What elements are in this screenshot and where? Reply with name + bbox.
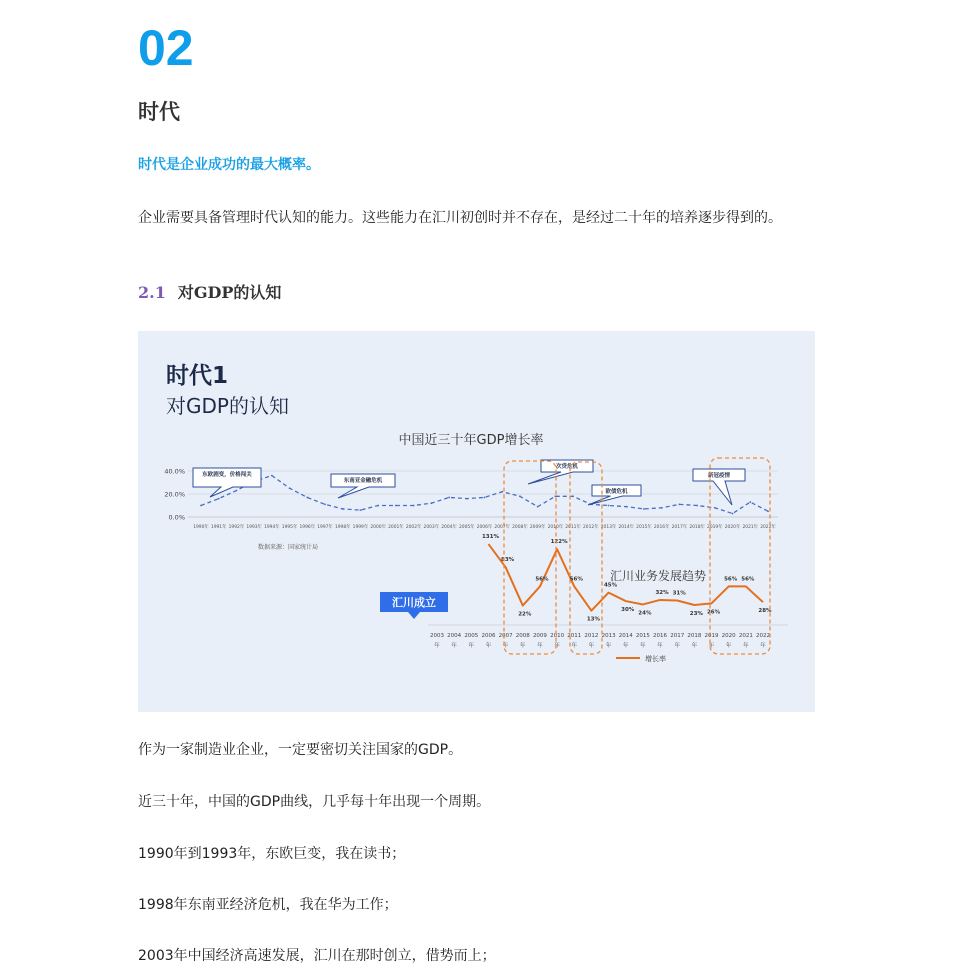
figure-canvas	[138, 331, 815, 712]
biz-x-tick-year: 2015	[635, 633, 650, 639]
biz-x-tick-suffix: 年	[537, 643, 543, 649]
biz-x-tick-suffix: 年	[640, 643, 646, 649]
subsection-number: 2.1	[138, 283, 166, 302]
gdp-x-tick-label: 2015年	[636, 525, 652, 530]
biz-x-tick-suffix: 年	[657, 643, 663, 649]
gdp-point	[413, 505, 415, 507]
biz-chart-title: 汇川业务发展趋势	[609, 569, 707, 583]
biz-x-tick-year: 2018	[687, 633, 702, 639]
biz-x-tick-year: 2013	[601, 633, 616, 639]
biz-x-tick-suffix: 年	[725, 643, 732, 649]
biz-x-tick-suffix: 年	[520, 643, 526, 649]
gdp-point	[554, 495, 556, 497]
biz-data-label: 23%	[689, 611, 703, 618]
biz-data-label: 24%	[638, 610, 652, 617]
biz-x-tick-year: 2020	[721, 633, 736, 639]
gdp-point	[661, 507, 663, 509]
gdp-x-tick-label: 1995年	[281, 525, 298, 530]
biz-data-label: 22%	[518, 611, 532, 618]
biz-x-tick-suffix: 年	[708, 643, 715, 649]
paragraph-5: 2003年中国经济高速发展，汇川在那时创立，借势而上；	[138, 948, 496, 964]
gdp-x-tick-label: 1993年	[246, 525, 262, 530]
biz-x-tick-year: 2022	[756, 633, 770, 639]
biz-x-tick-suffix: 年	[571, 643, 578, 649]
gdp-x-tick-label: 1999年	[352, 525, 369, 530]
biz-x-tick-suffix: 年	[588, 643, 595, 649]
gdp-point	[696, 505, 698, 507]
biz-data-label: 45%	[603, 582, 618, 589]
gdp-x-tick-label: 2012年	[583, 525, 599, 530]
biz-x-tick-year: 2021	[738, 633, 753, 639]
gdp-point	[749, 501, 751, 503]
section-title: 时代	[138, 100, 180, 124]
founding-label: 汇川成立	[392, 596, 436, 609]
biz-data-label: 30%	[621, 607, 635, 614]
biz-data-label: 26%	[706, 609, 721, 616]
biz-x-tick-suffix: 年	[468, 643, 475, 649]
gdp-x-tick-label: 2013年	[600, 525, 617, 530]
gdp-point	[306, 497, 308, 499]
paragraph-3: 1990年到1993年，东欧巨变，我在读书；	[138, 846, 406, 862]
gdp-point	[218, 498, 220, 500]
biz-x-tick-suffix: 年	[743, 643, 749, 649]
paragraph-2: 近三十年，中国的GDP曲线，几乎每十年出现一个周期。	[138, 794, 491, 810]
gdp-x-tick-label: 2011年	[565, 525, 581, 530]
gdp-point	[519, 495, 521, 497]
biz-data-label: 32%	[655, 589, 669, 596]
gdp-point	[200, 505, 202, 507]
paragraph-4: 1998年东南亚经济危机，我在华为工作；	[138, 897, 398, 913]
gdp-chart-title: 中国近三十年GDP增长率	[398, 433, 544, 448]
gdp-point	[732, 513, 734, 515]
gdp-annotation-label: 新冠疫情	[707, 473, 731, 479]
gdp-point	[448, 497, 450, 499]
gdp-x-tick-label: 1996年	[299, 525, 316, 530]
gdp-x-tick-label: 1997年	[317, 525, 333, 530]
gdp-x-tick-label: 2001年	[388, 525, 404, 530]
legend-label: 增长率	[645, 655, 666, 663]
gdp-series-line	[201, 476, 768, 514]
legend	[616, 654, 666, 663]
gdp-point	[324, 503, 326, 505]
gdp-chart	[164, 460, 778, 530]
gdp-x-tick-label: 2005年	[458, 525, 475, 530]
subsection-title: 对GDP的认知	[177, 283, 282, 302]
biz-x-tick-suffix: 年	[622, 643, 629, 649]
biz-data-label: 56%	[741, 576, 755, 583]
gdp-x-tick-label: 2018年	[689, 525, 705, 530]
biz-data-label: 13%	[586, 616, 601, 623]
intro-paragraph: 企业需要具备管理时代认知的能力。这些能力在汇川初创时并不存在，是经过二十年的培养逐步得到的。	[138, 210, 782, 226]
gdp-x-tick-label: 2021年	[742, 525, 759, 530]
biz-x-tick-suffix: 年	[554, 643, 560, 649]
gdp-x-tick-label: 2014年	[618, 525, 635, 530]
gdp-figure	[138, 331, 815, 712]
gdp-y-tick-label: 40.0%	[164, 467, 185, 476]
gdp-x-tick-label: 1991年	[210, 525, 227, 530]
paragraph-1: 作为一家制造业企业，一定要密切关注国家的GDP。	[138, 742, 463, 758]
subsection-heading	[138, 282, 281, 304]
biz-x-tick-suffix: 年	[485, 643, 492, 649]
gdp-x-tick-label: 2004年	[441, 525, 457, 530]
gdp-annotation-callout	[588, 485, 641, 505]
biz-x-tick-year: 2008	[515, 633, 530, 639]
biz-data-label: 122%	[550, 539, 568, 546]
biz-data-label: 83%	[501, 557, 515, 564]
gdp-x-tick-label: 2002年	[405, 525, 422, 530]
gdp-point	[679, 503, 681, 505]
gdp-point	[537, 506, 539, 508]
biz-x-tick-suffix: 年	[605, 643, 612, 649]
gdp-x-tick-label: 2010年	[547, 525, 564, 530]
biz-x-tick-year: 2010	[550, 633, 565, 639]
section-number: 02	[138, 20, 194, 76]
gdp-x-tick-label: 2017年	[671, 525, 688, 530]
gdp-y-tick-label: 0.0%	[168, 513, 185, 522]
gdp-x-tick-label: 2000年	[370, 525, 386, 530]
gdp-annotation-label: 东南亚金融危机	[343, 478, 383, 484]
gdp-point	[466, 498, 468, 500]
biz-data-label: 28%	[758, 608, 772, 615]
gdp-point	[289, 487, 291, 489]
slide-title: 时代1	[166, 363, 229, 389]
biz-x-tick-suffix: 年	[760, 643, 766, 649]
gdp-point	[430, 502, 432, 504]
gdp-x-tick-label: 2020年	[724, 525, 741, 530]
gdp-annotation-label: 东欧剧变，价格闯关	[202, 472, 252, 478]
biz-x-tick-suffix: 年	[502, 643, 509, 649]
gdp-x-tick-label: 2003年	[423, 525, 440, 530]
gdp-y-tick-label: 20.0%	[164, 490, 185, 499]
gdp-x-tick-label: 2016年	[653, 525, 670, 530]
gdp-x-tick-label: 1992年	[228, 525, 245, 530]
biz-x-tick-year: 2016	[653, 633, 668, 639]
gdp-point	[342, 508, 344, 510]
biz-data-label: 56%	[724, 576, 738, 583]
gdp-point	[608, 505, 610, 507]
slide-subtitle: 对GDP的认知	[166, 394, 289, 418]
biz-x-tick-year: 2011	[567, 633, 582, 639]
biz-x-tick-year: 2012	[584, 633, 599, 639]
biz-x-tick-year: 2006	[481, 633, 496, 639]
biz-data-label: 56%	[569, 576, 583, 583]
biz-data-label: 31%	[672, 590, 686, 597]
biz-x-tick-suffix: 年	[674, 643, 680, 649]
data-source: 数据来源：国家统计局	[258, 544, 319, 551]
biz-data-label: 56%	[535, 576, 549, 583]
biz-data-label: 131%	[481, 534, 499, 541]
gdp-x-tick-label: 1998年	[334, 525, 351, 530]
biz-x-tick-suffix: 年	[691, 643, 698, 649]
gdp-annotation-label: 次贷危机	[555, 464, 579, 470]
biz-x-tick-year: 2005	[464, 633, 479, 639]
gdp-annotation-label: 欧债危机	[605, 489, 628, 495]
gdp-x-tick-label: 2007年	[494, 525, 511, 530]
gdp-point	[271, 475, 273, 477]
gdp-point	[360, 509, 362, 511]
gdp-point	[501, 491, 503, 493]
biz-x-tick-year: 2003	[430, 633, 444, 639]
founding-badge-pointer	[408, 612, 420, 619]
biz-x-tick-year: 2007	[498, 633, 513, 639]
gdp-point	[484, 497, 486, 499]
gdp-point	[767, 510, 769, 512]
gdp-point	[377, 505, 379, 507]
gdp-x-tick-label: 1990年	[193, 525, 209, 530]
lead-statement: 时代是企业成功的最大概率。	[138, 157, 320, 173]
biz-x-tick-year: 2017	[670, 633, 685, 639]
founding-badge	[380, 592, 448, 619]
biz-x-tick-year: 2019	[704, 633, 719, 639]
biz-x-tick-year: 2014	[618, 633, 633, 639]
gdp-x-tick-label: 2009年	[529, 525, 546, 530]
biz-x-tick-year: 2004	[447, 633, 462, 639]
gdp-point	[395, 505, 397, 507]
gdp-x-tick-label: 2022年	[760, 525, 776, 530]
biz-x-tick-suffix: 年	[434, 643, 440, 649]
gdp-x-tick-label: 2006年	[476, 525, 493, 530]
gdp-point	[572, 495, 574, 497]
biz-x-tick-suffix: 年	[451, 643, 457, 649]
gdp-point	[625, 506, 627, 508]
gdp-x-tick-label: 2008年	[512, 525, 528, 530]
gdp-point	[236, 490, 238, 492]
biz-x-tick-year: 2009	[532, 633, 547, 639]
gdp-x-tick-label: 1994年	[264, 525, 280, 530]
gdp-point	[714, 507, 716, 509]
gdp-point	[643, 508, 645, 510]
gdp-x-tick-label: 2019年	[707, 525, 723, 530]
